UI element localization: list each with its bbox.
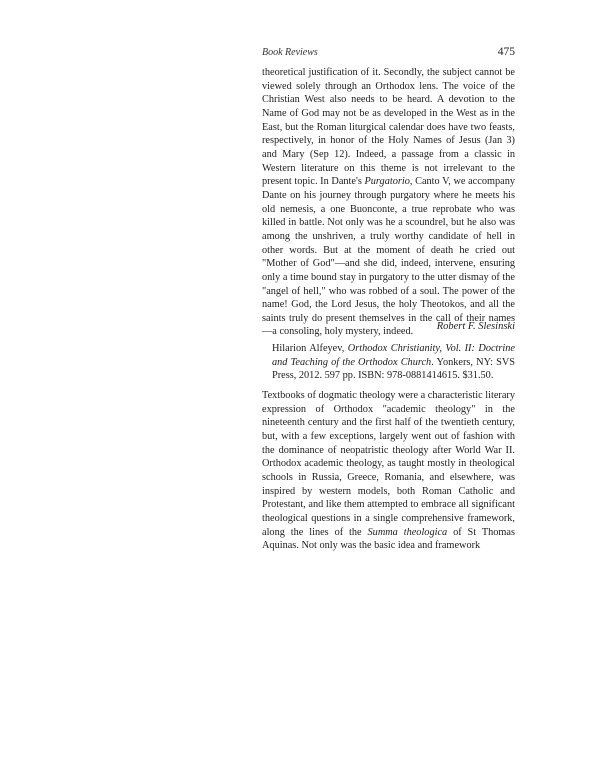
review-paragraph: [262, 66, 515, 339]
book-citation: [272, 342, 515, 383]
italic-title: Summa theologica: [367, 526, 448, 538]
paragraph-text: of St Thomas Aquinas. Not only was the basic idea and framework: [262, 526, 516, 552]
book-author: Hilarion Alfeyev,: [272, 343, 348, 354]
review-body-paragraph: [262, 66, 515, 339]
running-head: Book Reviews: [262, 47, 318, 58]
book-publication-info: . Yonkers, NY: SVS Press, 2012. 597 pp. ISBN: 978-0881414615. $31.50.: [272, 356, 515, 382]
review-body-paragraph: [262, 389, 515, 553]
book-title: Orthodox Christianity, Vol. II: Doctrine and Teaching of the Orthodox Church: [272, 343, 515, 368]
italic-title: Purgatorio: [364, 176, 410, 188]
page-header: [262, 47, 515, 61]
paragraph-text: , Canto V, we accompany Dante on his journey through purgatory where he meets his old nemesis, a one Buonconte, a true reprobate who was killed in battle. Not only was he a scoundrel, but he also was among the unshriven, a truly worthy candidate of hell in other words. But at the moment of death he cried out "Mother of God"—and she did, indeed, intervene, ensuring only a time bound stay in purgatory to the utter dismay of the "angel of hell," who was robbed of a soul. The power of the name! God, the Lord Jesus, the holy Theotokos, and all the saints truly do present themselves in the call of their names—a consoling, holy mystery, indeed.: [262, 176, 515, 338]
paragraph-text: Textbooks of dogmatic theology were a characteristic literary expression of Orthodox "academic theology" in the nineteenth century and the first half of the twentieth century, but, with a few exceptions, largely went out of fashion with the dominance of neopatristic theology after World War II. Orthodox academic theology, as taught mostly in theological schools in Russia, Greece, Romania, and elsewhere, was inspired by western models, both Roman Catholic and Protestant, and like them attempted to embrace all significant theological questions in a single comprehensive framework, along the lines of the: [262, 390, 515, 538]
reviewer-signature: Robert F. Slesinski: [436, 321, 515, 332]
review-paragraph: [262, 389, 515, 553]
paragraph-text: theoretical justification of it. Secondly, the subject cannot be viewed solely through an Orthodox lens. The voice of the Christian West also needs to be heard. A devotion to the Name of God may not be as developed in the West as in the East, but the Roman liturgical calendar does have two feasts, respectively, in honor of the Holy Names of Jesus (Jan 3) and Mary (Sep 12). Indeed, a passage from a classic in Western literature on this theme is not irrelevant to the present topic. In Dante's: [262, 67, 515, 188]
page-number: 475: [497, 46, 515, 58]
